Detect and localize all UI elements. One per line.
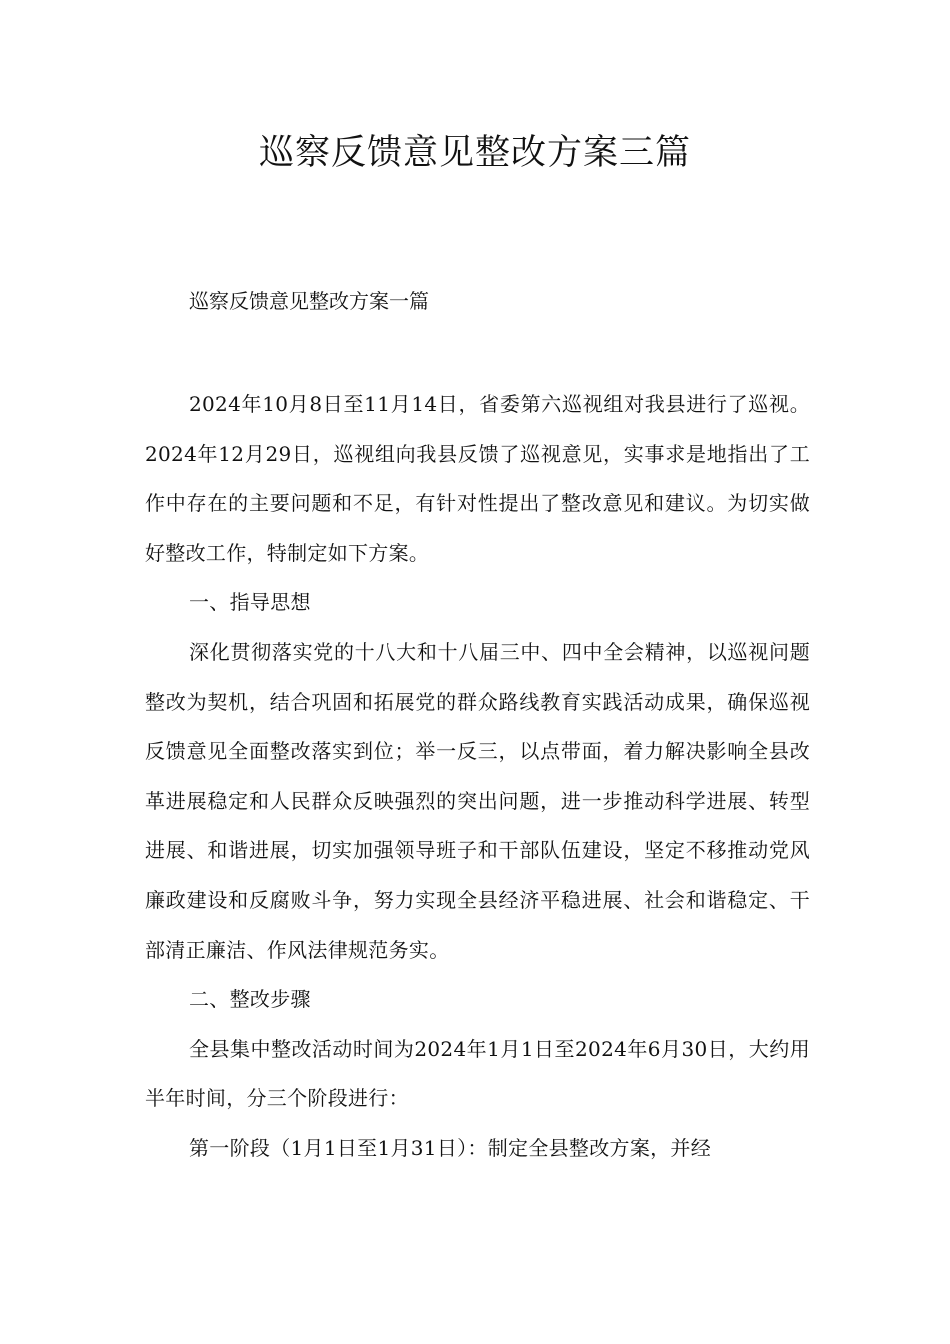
guiding-ideology-paragraph: 深化贯彻落实党的十八大和十八届三中、四中全会精神，以巡视问题整改为契机，结合巩固和拓展党的群众路线教育实践活动成果，确保巡视反馈意见全面整改落实到位；举一反三，以点带面，着力解决影响全县改革进展稳定和人民群众反映强烈的突出问题，进一步推动科学进展、转型进展、和谐进展，切实加强领导班子和干部队伍建设，坚定不移推动党风廉政建设和反腐败斗争，努力实现全县经济平稳进展、社会和谐稳定、干部清正廉洁、作风法律规范务实。 — [145, 639, 810, 962]
intro-paragraph: 2024年10月8日至11月14日，省委第六巡视组对我县进行了巡视。2024年12月29日，巡视组向我县反馈了巡视意见，实事求是地指出了工作中存在的主要问题和不足，有针对性提出了整改意见和建议。为切实做好整改工作，特制定如下方案。 — [145, 392, 810, 565]
section-heading-rectification-steps: 二、整改步骤 — [189, 987, 311, 1012]
document-subtitle: 巡察反馈意见整改方案一篇 — [189, 289, 429, 313]
document-body — [145, 380, 810, 1174]
phase-one-paragraph: 第一阶段（1月1日至1月31日）：制定全县整改方案，并经 — [189, 1135, 712, 1160]
document-title: 巡察反馈意见整改方案三篇 — [258, 133, 691, 173]
section-heading-guiding-ideology: 一、指导思想 — [189, 590, 311, 615]
rectification-steps-paragraph: 全县集中整改活动时间为2024年1月1日至2024年6月30日，大约用半年时间，分三个阶段进行： — [145, 1036, 810, 1111]
